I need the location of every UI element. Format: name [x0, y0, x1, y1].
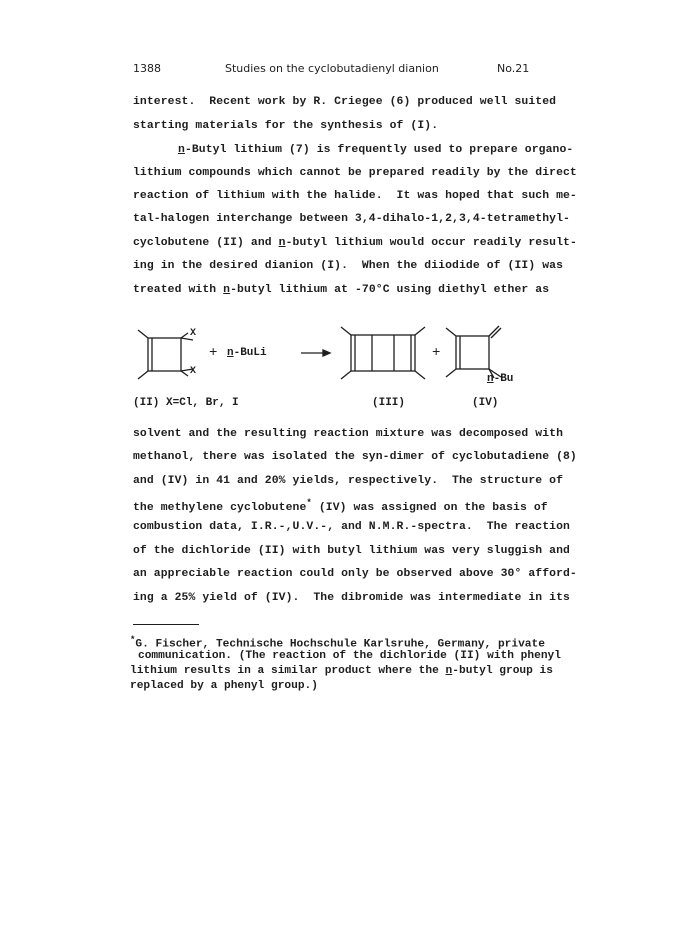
text-line: cyclobutene (II) and n-butyl lithium would occur readily result- [133, 237, 577, 249]
plus-sign: + [432, 345, 441, 361]
italic-n: n [278, 237, 286, 249]
compound-iii-label: (III) [372, 397, 406, 409]
text-line: starting materials for the synthesis of (I). [133, 120, 439, 132]
compound-iv-label: (IV) [472, 397, 499, 409]
text-line: interest. Recent work by R. Criegee (6) produced well suited [133, 96, 557, 108]
x-label: X [190, 366, 197, 377]
text-line: n-Butyl lithium (7) is frequently used to prepare organo- [178, 144, 574, 156]
x-label: X [190, 328, 197, 339]
text-line: the methylene cyclobutene* (IV) was assigned on the basis of [133, 498, 548, 514]
text-line: ing in the desired dianion (I). When the diiodide of (II) was [133, 260, 564, 272]
text-line: reaction of lithium with the halide. It was hoped that such me- [133, 190, 577, 202]
text-line: tal-halogen interchange between 3,4-dihalo-1,2,3,4-tetramethyl- [133, 213, 570, 225]
footnote-line: communication. (The reaction of the dichloride (II) with phenyl [138, 650, 561, 662]
text-line: treated with n-butyl lithium at -70°C using diethyl ether as [133, 284, 550, 296]
compound-iv-structure [446, 326, 501, 378]
page-number: 1388 [133, 62, 161, 75]
compound-ii-structure [138, 330, 193, 379]
substituent-label: n-Bu [487, 373, 514, 385]
text-line: ing a 25% yield of (IV). The dibromide was intermediate in its [133, 592, 570, 604]
compound-iii-structure [341, 327, 425, 379]
footnote-line: lithium results in a similar product where the n-butyl group is [130, 665, 553, 677]
running-title: Studies on the cyclobutadienyl dianion [225, 62, 439, 75]
text-line: methanol, there was isolated the syn-dimer of cyclobutadiene (8) [133, 451, 577, 463]
compound-ii-label: (II) X=Cl, Br, I [133, 397, 239, 409]
text-line: and (IV) in 41 and 20% yields, respectively. The structure of [133, 475, 564, 487]
footnote-divider [133, 624, 199, 625]
reagent-label: n-BuLi [227, 347, 267, 359]
italic-n: n [223, 284, 231, 296]
footnote-line: replaced by a phenyl group.) [130, 680, 318, 692]
text-line: of the dichloride (II) with butyl lithium was very sluggish and [133, 545, 570, 557]
footnote-marker: * [306, 498, 312, 508]
plus-sign: + [209, 345, 218, 361]
issue-number: No.21 [497, 62, 530, 75]
text-line: combustion data, I.R.-,U.V.-, and N.M.R.-spectra. The reaction [133, 521, 570, 533]
footnote-line: *G. Fischer, Technische Hochschule Karlsruhe, Germany, private [130, 635, 545, 651]
reaction-arrow [301, 350, 330, 356]
text-line: an appreciable reaction could only be observed above 30° afford- [133, 568, 577, 580]
italic-n: n [178, 144, 185, 156]
text-line: lithium compounds which cannot be prepared readily by the direct [133, 167, 577, 179]
text-line: solvent and the resulting reaction mixture was decomposed with [133, 428, 564, 440]
